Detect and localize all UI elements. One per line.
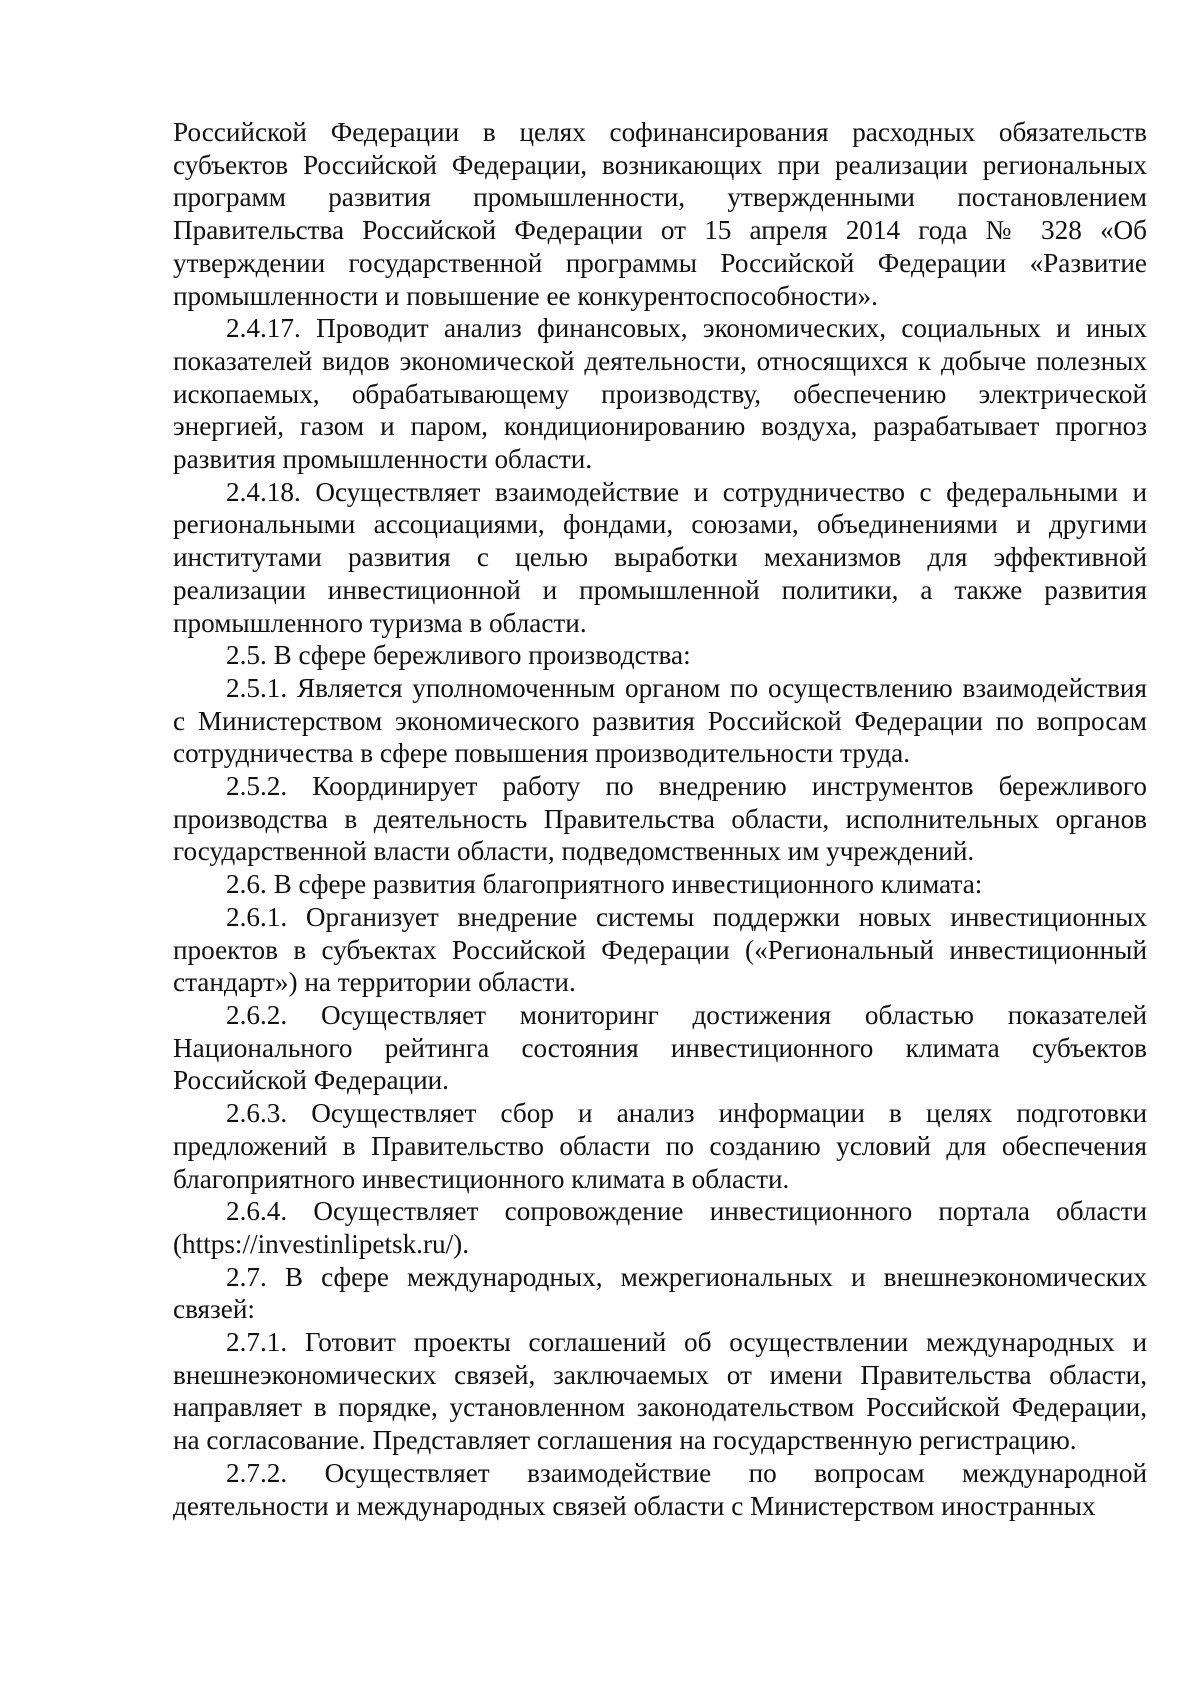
paragraph-2-7-2: 2.7.2. Осуществляет взаимодействие по вопросам международной деятельности и международных связей области с Министерством иностранных xyxy=(173,1457,1147,1521)
document-page xyxy=(173,116,1147,1522)
paragraph-2-6-3: 2.6.3. Осуществляет сбор и анализ информации в целях подготовки предложений в Правительство области по созданию условий для обеспечения благоприятного инвестиционного климата в области. xyxy=(173,1098,1147,1194)
section-heading-2-5: 2.5. В сфере бережливого производства: xyxy=(226,640,691,671)
paragraph-2-5-1: 2.5.1. Является уполномоченным органом по осуществлению взаимодействия с Министерством экономического развития Российской Федерации по вопросам сотрудничества в сфере повышения производительности труда. xyxy=(173,672,1147,769)
section-heading-2-7: 2.7. В сфере международных, межрегиональных и внешнеэкономических связей: xyxy=(173,1261,1147,1325)
paragraph-2-6-2: 2.6.2. Осуществляет мониторинг достижения областью показателей Национального рейтинга состояния инвестиционного климата субъектов Российской Федерации. xyxy=(173,999,1147,1096)
paragraph-2-4-17: 2.4.17. Проводит анализ финансовых, экономических, социальных и иных показателей видов экономической деятельности, относящихся к добыче полезных ископаемых, обрабатывающему производству, обеспечению электрической энергией, газом и паром, кондиционированию воздуха, разрабатывает прогноз развития промышленности области. xyxy=(173,313,1147,475)
paragraph-2-6-1: 2.6.1. Организует внедрение системы поддержки новых инвестиционных проектов в субъектах Российской Федерации («Региональный инвестиционный стандарт») на территории области. xyxy=(173,901,1147,998)
paragraph-2-4-18: 2.4.18. Осуществляет взаимодействие и сотрудничество с федеральными и региональными ассоциациями, фондами, союзами, объединениями и другими институтами развития с целью выработки механизмов для эффективной реализации инвестиционной и промышленной политики, а также развития промышленного туризма в области. xyxy=(173,476,1147,638)
section-heading-2-6: 2.6. В сфере развития благоприятного инвестиционного климата: xyxy=(226,869,983,900)
paragraph-2-6-4: 2.6.4. Осуществляет сопровождение инвестиционного портала области (https://investinlipetsk.ru/). xyxy=(173,1196,1147,1259)
paragraph-2-5-2: 2.5.2. Координирует работу по внедрению инструментов бережливого производства в деятельность Правительства области, исполнительных органов государственной власти области, подведомственных им учреждений. xyxy=(173,771,1147,867)
paragraph-2-7-1: 2.7.1. Готовит проекты соглашений об осуществлении международных и внешнеэкономических связей, заключаемых от имени Правительства области, направляет в порядке, установленном законодательством Российской Федерации, на согласование. Представляет соглашения на государственную регистрацию. xyxy=(173,1327,1147,1456)
paragraph-continuation: Российской Федерации в целях софинансирования расходных обязательств субъектов Российской Федерации, возникающих при реализации региональных программ развития промышленности, утвержденными постановлением Правительства Российской Федерации от 15 апреля 2014 года № 328 «Об утверждении государственной программы Российской Федерации «Развитие промышленности и повышение ее конкурентоспособности». xyxy=(173,117,1147,311)
